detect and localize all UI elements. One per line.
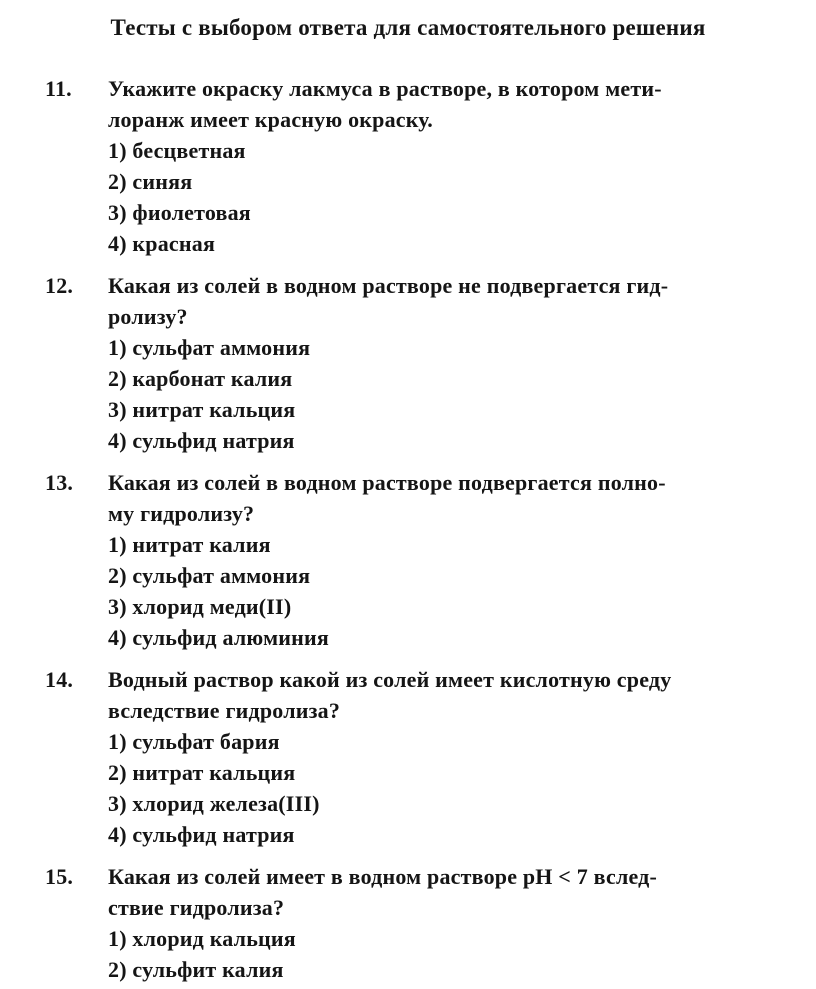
question-body	[108, 270, 776, 456]
question-body	[108, 73, 776, 259]
question-11	[45, 73, 776, 259]
answer-option: 4) сульфид натрия	[108, 822, 295, 847]
question-12	[45, 270, 776, 456]
answer-option: 2) нитрат кальция	[108, 760, 296, 785]
question-text-line: вследствие гидролиза?	[108, 698, 341, 723]
answer-option: 4) сульфид алюминия	[108, 625, 330, 650]
question-number: 13.	[45, 470, 74, 495]
question-number: 12.	[45, 273, 74, 298]
answer-option: 3) хлорид меди(II)	[108, 594, 292, 619]
question-text-line: ролизу?	[108, 304, 188, 329]
question-14	[45, 664, 776, 850]
answer-option: 1) сульфат аммония	[108, 335, 311, 360]
answer-option: 2) карбонат калия	[108, 366, 293, 391]
question-body	[108, 467, 776, 653]
question-text-line: Укажите окраску лакмуса в растворе, в котором мети-	[108, 76, 662, 101]
answer-option: 2) синяя	[108, 169, 193, 194]
answer-option: 3) хлорид железа(III)	[108, 791, 320, 816]
question-text-line: Какая из солей имеет в водном растворе pH < 7 вслед-	[108, 864, 658, 889]
question-body	[108, 861, 776, 985]
answer-option: 1) сульфат бария	[108, 729, 280, 754]
page-title: Тесты с выбором ответа для самостоятельного решения	[110, 15, 706, 40]
question-text-line: лоранж имеет красную окраску.	[108, 107, 434, 132]
question-text-line: му гидролизу?	[108, 501, 255, 526]
answer-option: 1) хлорид кальция	[108, 926, 296, 951]
question-15	[45, 861, 776, 985]
answer-option: 3) нитрат кальция	[108, 397, 296, 422]
answer-option: 4) сульфид натрия	[108, 428, 295, 453]
question-text-line: Какая из солей в водном растворе не подвергается гид-	[108, 273, 669, 298]
question-number: 14.	[45, 667, 74, 692]
question-13	[45, 467, 776, 653]
question-text-line: Какая из солей в водном растворе подвергается полно-	[108, 470, 666, 495]
answer-option: 4) красная	[108, 231, 216, 256]
answer-option: 1) нитрат калия	[108, 532, 271, 557]
question-number: 15.	[45, 864, 74, 889]
question-text-line: Водный раствор какой из солей имеет кислотную среду	[108, 667, 672, 692]
answer-option: 3) фиолетовая	[108, 200, 251, 225]
answer-option: 1) бесцветная	[108, 138, 246, 163]
question-text-line: ствие гидролиза?	[108, 895, 285, 920]
question-body	[108, 664, 776, 850]
answer-option: 2) сульфит калия	[108, 957, 284, 982]
answer-option: 2) сульфат аммония	[108, 563, 311, 588]
question-number: 11.	[45, 76, 72, 101]
